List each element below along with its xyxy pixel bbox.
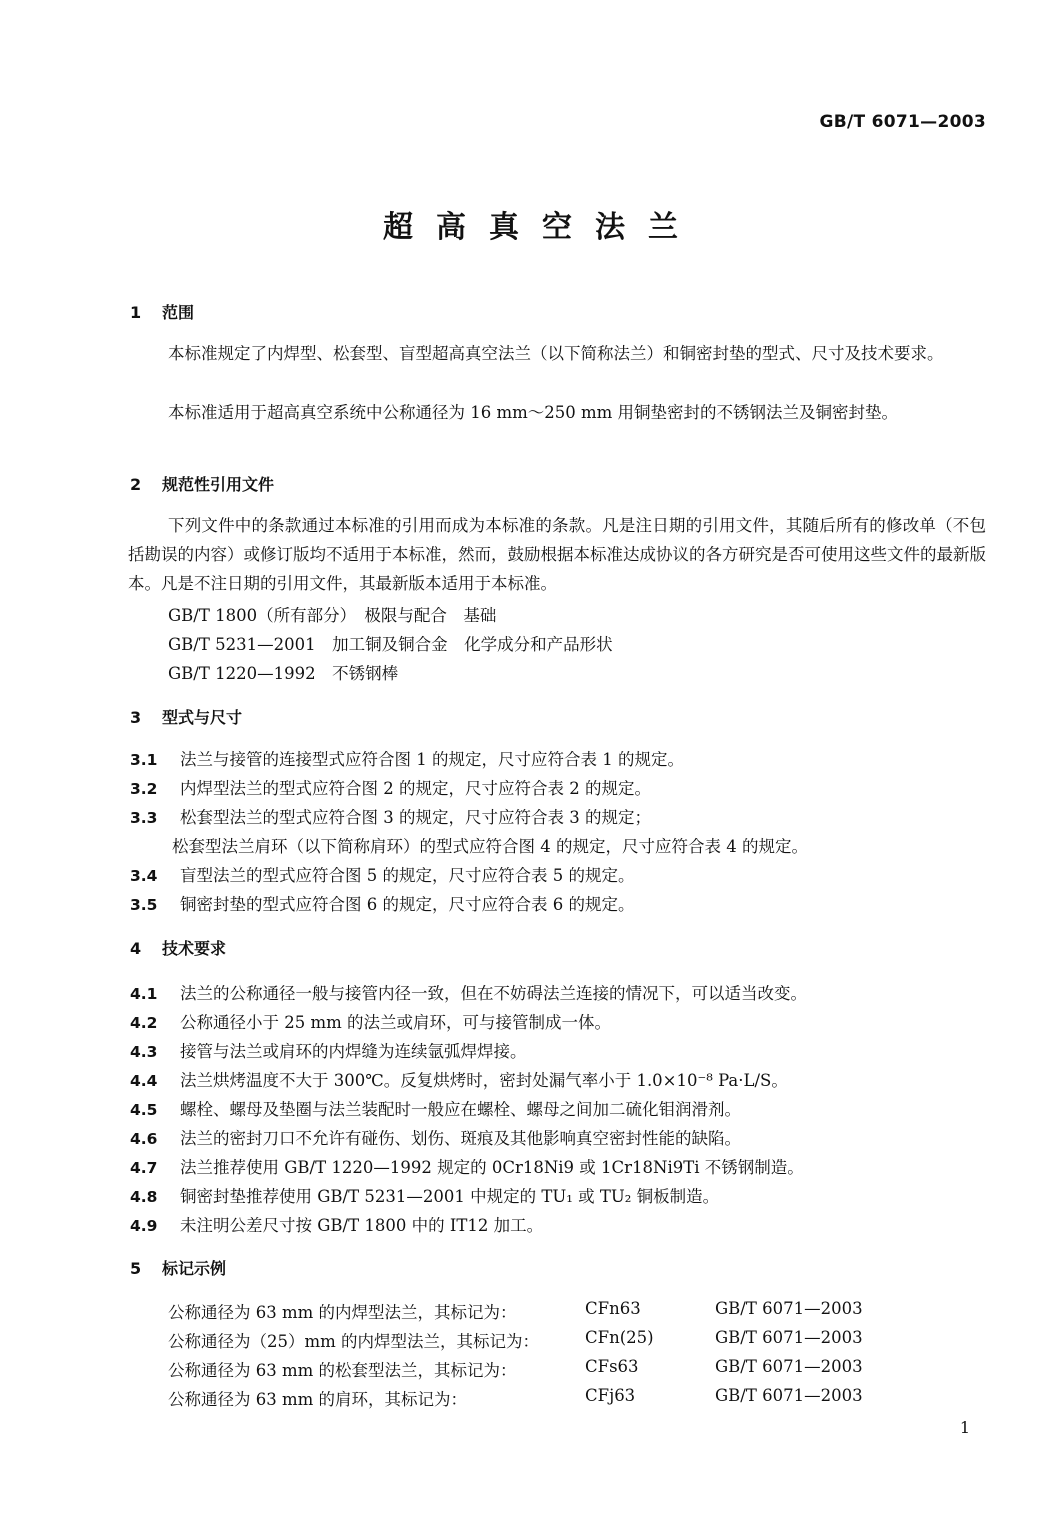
clause-text: 法兰的公称通径一般与接管内径一致，但在不妨碍法兰连接的情况下，可以适当改变。 — [180, 984, 807, 1003]
clause-text: 接管与法兰或肩环的内焊缝为连续氩弧焊焊接。 — [180, 1042, 527, 1061]
clause-text: 公称通径小于 25 mm 的法兰或肩环，可与接管制成一体。 — [180, 1013, 612, 1032]
clause-text: 法兰与接管的连接型式应符合图 1 的规定，尺寸应符合表 1 的规定。 — [180, 750, 684, 769]
clause-text: 螺栓、螺母及垫圈与法兰装配时一般应在螺栓、螺母之间加二硫化钼润滑剂。 — [180, 1100, 741, 1119]
clause-number: 4.6 — [130, 1130, 158, 1148]
clause-number: 4.2 — [130, 1014, 158, 1032]
page-number: 1 — [959, 1418, 970, 1437]
clause-text: 内焊型法兰的型式应符合图 2 的规定，尺寸应符合表 2 的规定。 — [180, 779, 651, 798]
clause-number: 4.5 — [130, 1101, 158, 1119]
clause — [130, 891, 634, 915]
marking-description: 公称通径为 63 mm 的肩环，其标记为： — [168, 1390, 468, 1409]
marking-code: CFj63 — [585, 1386, 636, 1405]
section-2-paragraph: 下列文件中的条款通过本标准的引用而成为本标准的条款。凡是注日期的引用文件，其随后所有的修改单（不包括勘误的内容）或修订版均不适用于本标准，然而，鼓励根据本标准达成协议的各方研究是否可使用这些文件的最新版本。凡是不注日期的引用文件，其最新版本适用于本标准。 — [128, 516, 986, 593]
marking-standard: GB/T 6071—2003 — [715, 1357, 863, 1376]
section-5-heading — [130, 1256, 226, 1279]
clause-text: 铜密封垫的型式应符合图 6 的规定，尺寸应符合表 6 的规定。 — [180, 895, 635, 914]
marking-code: CFn63 — [585, 1299, 641, 1318]
clause-text: 铜密封垫推荐使用 GB/T 5231—2001 中规定的 TU₁ 或 TU₂ 铜板制造。 — [180, 1187, 720, 1206]
reference-item: GB/T 5231—2001 加工铜及铜合金 化学成分和产品形状 — [168, 635, 613, 654]
clause — [130, 1038, 527, 1062]
clause-text: 法兰烘烤温度不大于 300℃。反复烘烤时，密封处漏气率小于 1.0×10⁻⁸ Pa·L/S。 — [180, 1071, 788, 1090]
section-2-heading — [130, 472, 274, 495]
marking-code: CFn(25) — [585, 1328, 654, 1347]
clause-continuation — [172, 833, 808, 857]
section-3-heading — [130, 705, 242, 728]
section-1-heading — [130, 300, 194, 323]
clause — [130, 980, 807, 1004]
marking-description: 公称通径为 63 mm 的内焊型法兰，其标记为： — [168, 1303, 517, 1322]
clause — [130, 1009, 611, 1033]
clause-number: 4.1 — [130, 985, 158, 1003]
document-title: 超高真空法兰 — [383, 210, 701, 245]
clause — [130, 746, 684, 770]
clause — [130, 775, 651, 799]
section-number: 4 — [130, 939, 142, 958]
section-1-paragraph-2: 本标准适用于超高真空系统中公称通径为 16 mm～250 mm 用铜垫密封的不锈钢法兰及铜密封垫。 — [168, 403, 899, 422]
clause-number: 4.4 — [130, 1072, 158, 1090]
section-title: 型式与尺寸 — [162, 708, 243, 727]
clause-text: 松套型法兰肩环（以下简称肩环）的型式应符合图 4 的规定，尺寸应符合表 4 的规定。 — [172, 837, 808, 856]
clause-text: 松套型法兰的型式应符合图 3 的规定，尺寸应符合表 3 的规定； — [180, 808, 651, 827]
standard-number: GB/T 6071—2003 — [819, 112, 986, 132]
section-number: 3 — [130, 708, 142, 727]
clause-number: 3.3 — [130, 809, 158, 827]
marking-standard: GB/T 6071—2003 — [715, 1386, 863, 1405]
section-number: 2 — [130, 475, 142, 494]
clause-text: 法兰的密封刀口不允许有碰伤、划伤、斑痕及其他影响真空密封性能的缺陷。 — [180, 1129, 741, 1148]
section-title: 标记示例 — [162, 1259, 227, 1278]
clause-number: 4.9 — [130, 1217, 158, 1235]
reference-item: GB/T 1800（所有部分） 极限与配合 基础 — [168, 606, 497, 625]
clause — [130, 1154, 804, 1178]
clause-number: 4.3 — [130, 1043, 158, 1061]
clause — [130, 862, 634, 886]
clause — [130, 1067, 788, 1091]
marking-standard: GB/T 6071—2003 — [715, 1299, 863, 1318]
clause — [130, 804, 651, 828]
section-4-heading — [130, 936, 226, 959]
clause-text: 法兰推荐使用 GB/T 1220—1992 规定的 0Cr18Ni9 或 1Cr18Ni9Ti 不锈钢制造。 — [180, 1158, 804, 1177]
marking-description: 公称通径为 63 mm 的松套型法兰，其标记为： — [168, 1361, 517, 1380]
clause-number: 4.8 — [130, 1188, 158, 1206]
clause — [130, 1183, 719, 1207]
section-title: 范围 — [162, 303, 195, 322]
clause-number: 3.4 — [130, 867, 158, 885]
section-title: 规范性引用文件 — [162, 475, 275, 494]
section-number: 1 — [130, 303, 142, 322]
marking-description: 公称通径为（25）mm 的内焊型法兰，其标记为： — [168, 1332, 540, 1351]
clause-number: 4.7 — [130, 1159, 158, 1177]
clause — [130, 1212, 543, 1236]
section-1-paragraph-1: 本标准规定了内焊型、松套型、盲型超高真空法兰（以下简称法兰）和铜密封垫的型式、尺寸及技术要求。 — [168, 344, 944, 363]
marking-code: CFs63 — [585, 1357, 639, 1376]
clause-number: 3.1 — [130, 751, 158, 769]
clause — [130, 1096, 741, 1120]
clause-text: 盲型法兰的型式应符合图 5 的规定，尺寸应符合表 5 的规定。 — [180, 866, 635, 885]
marking-standard: GB/T 6071—2003 — [715, 1328, 863, 1347]
clause — [130, 1125, 741, 1149]
clause-text: 未注明公差尺寸按 GB/T 1800 中的 IT12 加工。 — [180, 1216, 544, 1235]
section-title: 技术要求 — [162, 939, 227, 958]
section-number: 5 — [130, 1259, 142, 1278]
clause-number: 3.2 — [130, 780, 158, 798]
reference-item: GB/T 1220—1992 不锈钢棒 — [168, 664, 399, 683]
clause-number: 3.5 — [130, 896, 158, 914]
